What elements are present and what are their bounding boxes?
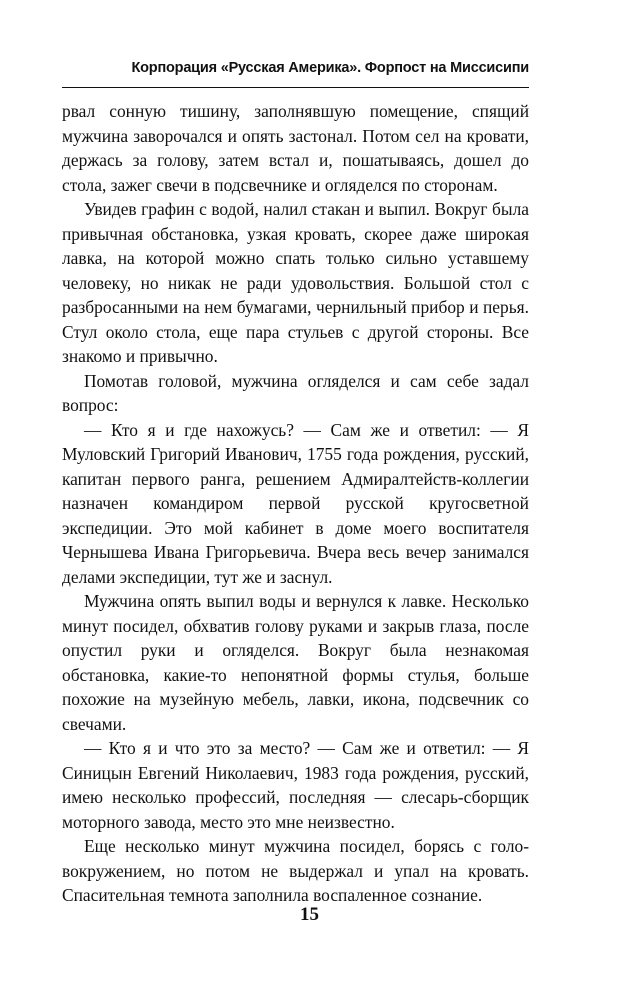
paragraph-4-dialogue: — Кто я и где нахожусь? — Сам же и ответил: — Я Муловский Григорий Иванович, 1755 года рождения, русский, капитан первого ранга, решением Адмиралтейств-коллегии назначен командиром первой русской кругосветной экспедиции. Это мой кабинет в доме моего воспитателя Чернышева Ивана Григорьевича. Вчера весь вечер занимался делами экспедиции, тут же и заснул.	[62, 419, 529, 587]
header-rule	[62, 87, 529, 88]
paragraph-5: Мужчина опять выпил воды и вернулся к лавке. Несколько минут посидел, обхватив голову руками и закрыв глаза, после опустил руки и огляделся. Вокруг была незнакомая обстановка, какие-то непонятной формы стулья, больше похожие на музейную мебель, лавки, икона, подсвечник со свечами.	[62, 591, 529, 734]
paragraph-1: рвал сонную тишину, заполнявшую помещение, спящий мужчина заворочался и опять застонал. Потом сел на кровати, держась за голову, затем встал и, пошатываясь, дошел до стола, зажег свечи в подсвечнике и огляделся по сторонам.	[62, 101, 529, 195]
paragraph-6-dialogue: — Кто я и что это за место? — Сам же и ответил: — Я Синицын Евгений Николаевич, 1983 года рождения, русский, имею несколько профессий, последняя — слесарь-сборщик моторного завода, место это мне неизвестно.	[62, 738, 529, 832]
paragraph-2: Увидев графин с водой, налил стакан и выпил. Вокруг была привычная обстановка, узкая кровать, скорее даже широкая лавка, на которой можно спать только сильно уставшему человеку, но никак не ради удовольствия. Большой стол с разбросанными на нем бумагами, чернильный прибор и перья. Стул около стола, еще пара стульев с другой стороны. Все знакомо и привычно.	[62, 199, 529, 366]
body-text	[62, 99, 529, 908]
paragraph-3: Помотав головой, мужчина огляделся и сам себе задал вопрос:	[62, 370, 529, 415]
running-header: Корпорация «Русская Америка». Форпост на Миссисипи	[131, 60, 529, 76]
page-number: 15	[300, 904, 319, 925]
paragraph-7: Еще несколько минут мужчина посидел, борясь с головокружением, но потом не выдержал и упал на кровать. Спасительная темнота заполнила воспаленное сознание.	[62, 836, 529, 905]
